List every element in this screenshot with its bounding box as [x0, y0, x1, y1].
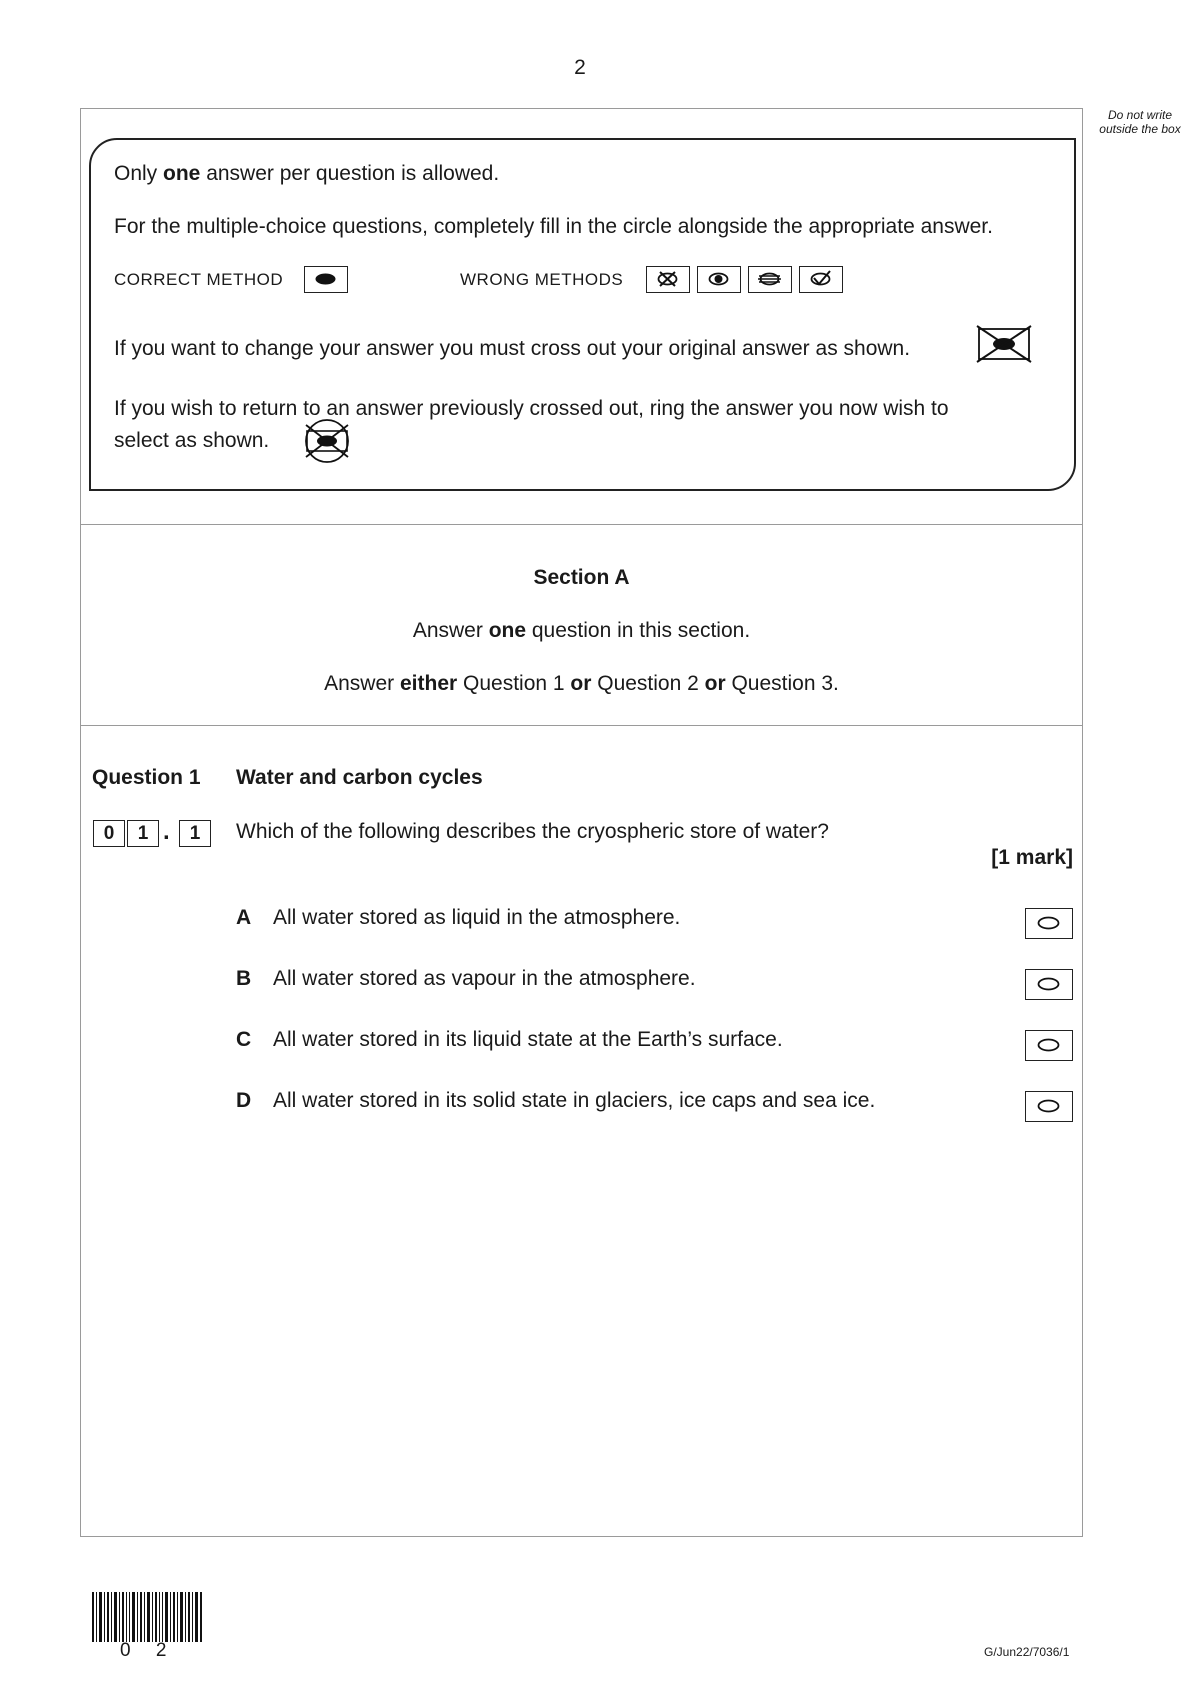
- instruction-return-answer-line1: If you wish to return to an answer previously crossed out, ring the answer you now wish to: [114, 397, 949, 420]
- section-title: Section A: [533, 566, 630, 589]
- option-c-answer-box[interactable]: [1025, 1030, 1073, 1061]
- instruction-one-answer: Only one answer per question is allowed.: [114, 162, 500, 185]
- question-number-digit: 0: [93, 820, 125, 847]
- question-label: Question 1: [92, 766, 201, 789]
- question-number-dot: .: [163, 818, 170, 845]
- page-number: 2: [574, 56, 586, 79]
- paper-reference: G/Jun22/7036/1: [984, 1645, 1070, 1659]
- correct-method-label: CORRECT METHOD: [114, 270, 284, 289]
- wrong-methods-label: WRONG METHODS: [460, 270, 624, 289]
- wrong-method-dot-icon: [697, 266, 741, 293]
- section-instruction-either: Answer either Question 1 or Question 2 or Question 3.: [324, 672, 839, 695]
- question-title: Water and carbon cycles: [236, 766, 483, 789]
- option-a-answer-box[interactable]: [1025, 908, 1073, 939]
- option-d-answer-box[interactable]: [1025, 1091, 1073, 1122]
- margin-note: Do not write outside the box: [1099, 108, 1181, 136]
- option-b-answer-box[interactable]: [1025, 969, 1073, 1000]
- section-divider: [80, 524, 1083, 525]
- option-letter: D: [236, 1089, 252, 1112]
- instruction-change-answer: If you want to change your answer you must cross out your original answer as shown.: [114, 337, 911, 360]
- option-letter: C: [236, 1028, 252, 1051]
- crossed-out-example-icon: [976, 325, 1032, 368]
- option-letter: A: [236, 906, 252, 929]
- instruction-fill-circle: For the multiple-choice questions, completely fill in the circle alongside the appropriate answer.: [114, 215, 993, 238]
- option-letter: B: [236, 967, 252, 990]
- question-number-digit: 1: [179, 820, 211, 847]
- question-divider: [80, 725, 1083, 726]
- ringed-example-icon: [296, 418, 358, 469]
- barcode-icon: [92, 1592, 202, 1647]
- wrong-method-cross-icon: [646, 266, 690, 293]
- instruction-return-answer-line2: select as shown.: [114, 429, 270, 452]
- question-number-digit: 1: [127, 820, 159, 847]
- option-text: All water stored as liquid in the atmosphere.: [273, 906, 681, 929]
- page-code-number: 0 2: [120, 1640, 177, 1661]
- wrong-method-scribble-icon: [748, 266, 792, 293]
- option-text: All water stored in its liquid state at the Earth’s surface.: [273, 1028, 783, 1051]
- option-text: All water stored as vapour in the atmosphere.: [273, 967, 696, 990]
- section-instruction-one: Answer one question in this section.: [412, 619, 751, 642]
- question-text: Which of the following describes the cryospheric store of water?: [236, 820, 829, 843]
- wrong-method-tick-icon: [799, 266, 843, 293]
- option-text: All water stored in its solid state in glaciers, ice caps and sea ice.: [273, 1089, 876, 1112]
- correct-method-icon: [304, 266, 348, 293]
- marks-label: [1 mark]: [991, 846, 1073, 869]
